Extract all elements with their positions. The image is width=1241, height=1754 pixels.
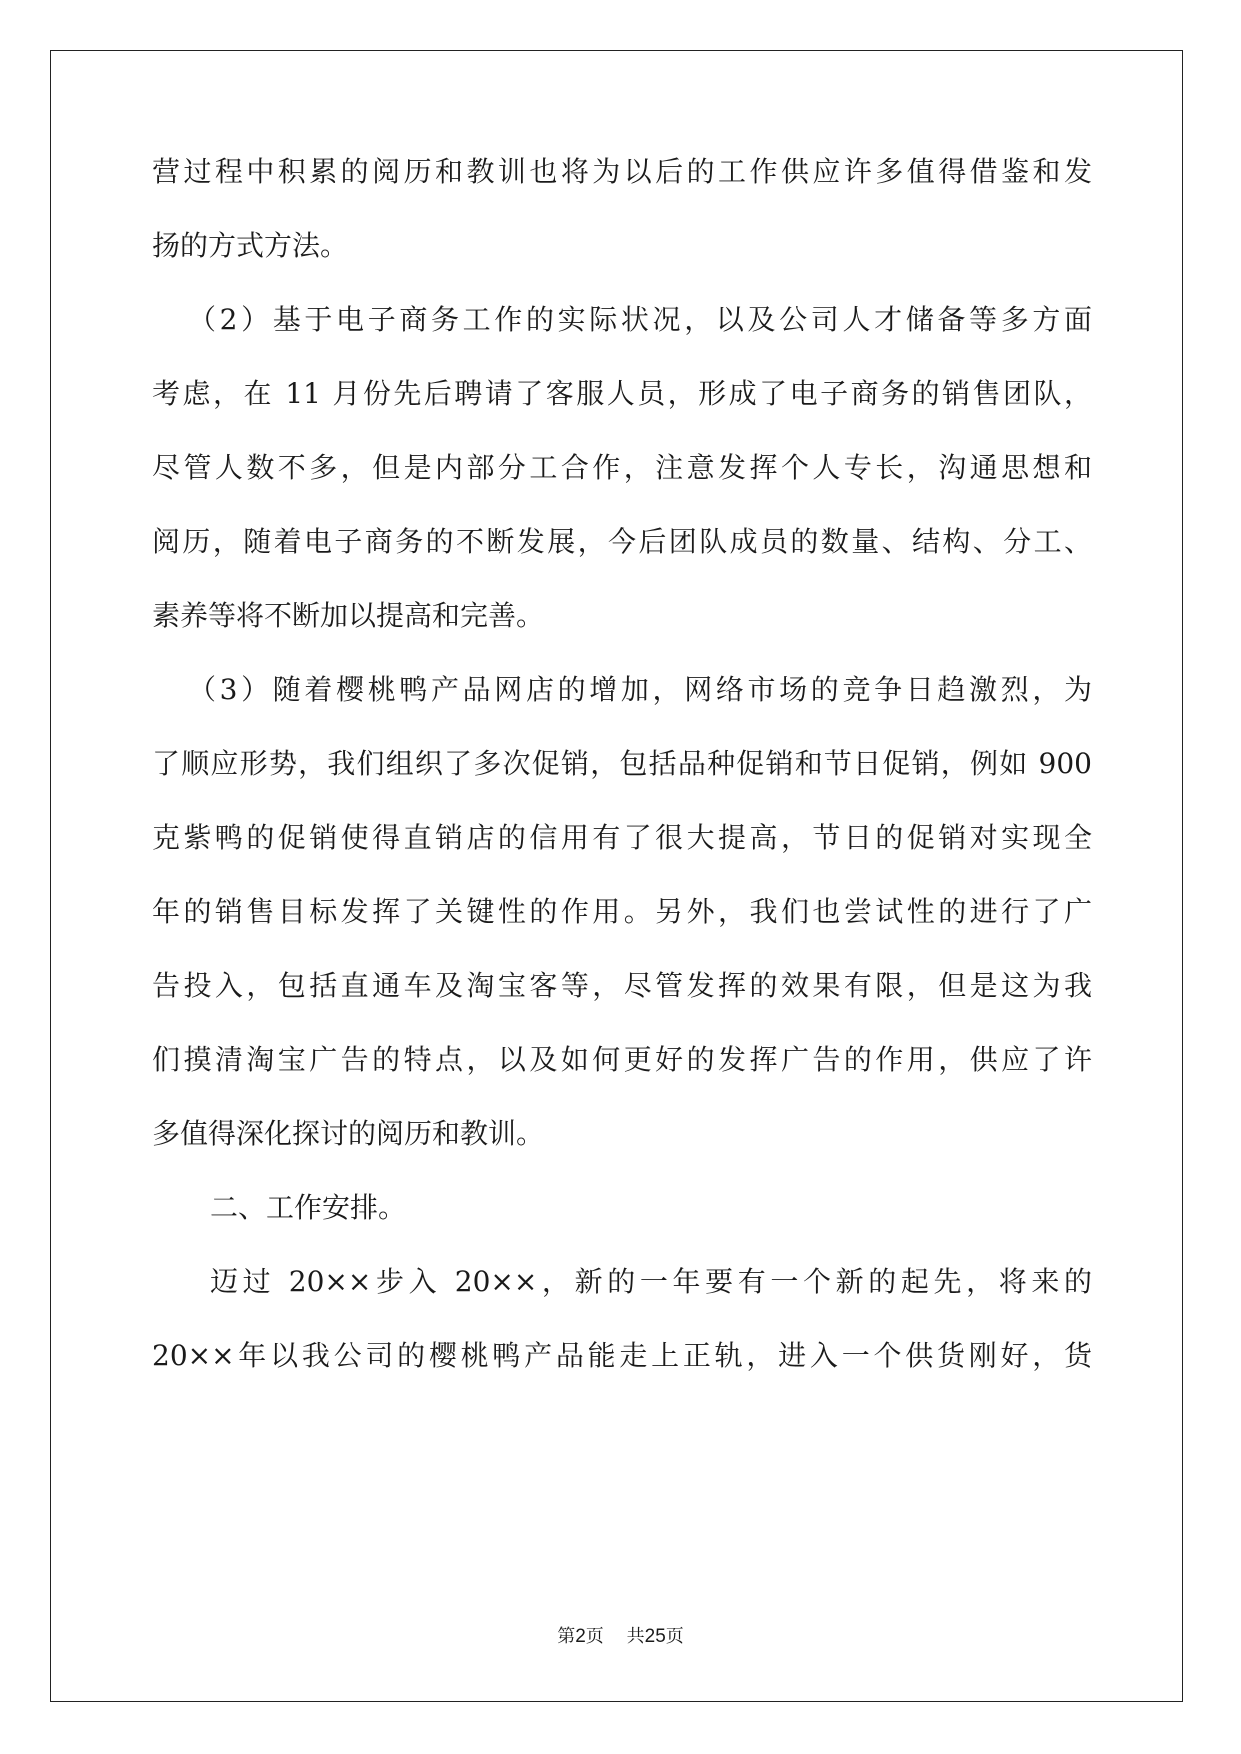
page-border — [50, 50, 1183, 1702]
text-line: 了顺应形势，我们组织了多次促销，包括品种促销和节日促销，例如 900 — [152, 747, 1092, 780]
text-line: 克紫鸭的促销使得直销店的信用有了很大提高，节日的促销对实现全 — [152, 821, 1092, 854]
page-footer — [0, 1625, 1241, 1649]
text-line: 迈过 20××步入 20××，新的一年要有一个新的起先，将来的 — [210, 1265, 1092, 1298]
text-line: 尽管人数不多，但是内部分工合作，注意发挥个人专长，沟通思想和 — [152, 451, 1092, 484]
text-line: 多值得深化探讨的阅历和教训。 — [152, 1117, 545, 1150]
text-line: 考虑，在 11 月份先后聘请了客服人员，形成了电子商务的销售团队， — [152, 377, 1092, 410]
section-heading: 二、工作安排。 — [210, 1191, 407, 1224]
text-line: （2）基于电子商务工作的实际状况，以及公司人才储备等多方面 — [188, 303, 1092, 336]
text-line: 20××年以我公司的樱桃鸭产品能走上正轨，进入一个供货刚好，货 — [152, 1339, 1092, 1372]
text-line: 扬的方式方法。 — [152, 229, 349, 262]
footer-total-pages: 25 — [644, 1626, 666, 1647]
footer-prefix: 第 — [557, 1626, 576, 1647]
text-line: 告投入，包括直通车及淘宝客等，尽管发挥的效果有限，但是这为我 — [152, 969, 1092, 1002]
text-line: 们摸清淘宝广告的特点，以及如何更好的发挥广告的作用，供应了许 — [152, 1043, 1092, 1076]
text-line: 年的销售目标发挥了关键性的作用。另外，我们也尝试性的进行了广 — [152, 895, 1092, 928]
text-line: 阅历，随着电子商务的不断发展，今后团队成员的数量、结构、分工、 — [152, 525, 1092, 558]
footer-suffix: 页 — [665, 1626, 684, 1647]
footer-page-number: 2 — [575, 1626, 586, 1647]
footer-middle: 页 共 — [585, 1626, 645, 1647]
text-line: 素养等将不断加以提高和完善。 — [152, 599, 545, 632]
text-line: 营过程中积累的阅历和教训也将为以后的工作供应许多值得借鉴和发 — [152, 155, 1092, 188]
text-line: （3）随着樱桃鸭产品网店的增加，网络市场的竞争日趋激烈，为 — [188, 673, 1092, 706]
